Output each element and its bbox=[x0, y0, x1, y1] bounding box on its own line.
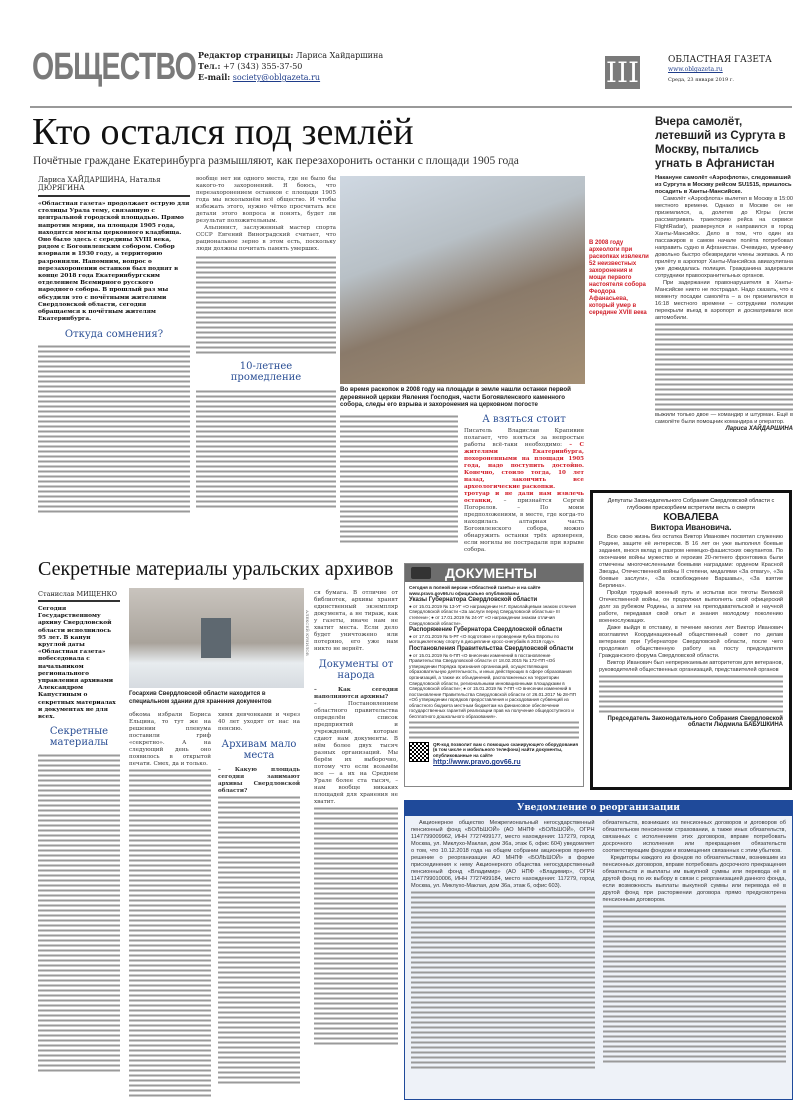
body-text: Альпинист, заслуженный мастер спорта СССР Евгений Виноградский считает, что рациональное зерно в этом есть, поскольку люди должны почитать память умерших. bbox=[196, 225, 336, 252]
body-text bbox=[409, 720, 579, 740]
notice-title: Уведомление о реорганизации bbox=[405, 801, 792, 816]
photo-caption: Во время раскопок в 2008 году на площади в земле нашли останки первой деревянной церкви Явления Господня, части Богоявленского каменного собора, следы его взрыва и захоронения на церковном погосте bbox=[340, 386, 571, 408]
door bbox=[201, 618, 231, 658]
documents-intro: Сегодня в полной версии «Областной газеты» и на сайте www.pravo.gov66.ru официально опубликованы bbox=[409, 585, 541, 596]
authors: Лариса ХАЙДАРШИНА, Наталья ДЮРЯГИНА bbox=[38, 176, 190, 197]
body-text bbox=[196, 255, 336, 355]
body-text bbox=[599, 674, 783, 714]
documents-box bbox=[404, 563, 584, 787]
email-label: E-mail: bbox=[198, 72, 231, 82]
article-subtitle: Почётные граждане Екатеринбурга размышляют, как перезахоронить останки с площади 1905 года bbox=[33, 155, 519, 167]
documents-item: ● от 15.01.2019 № 13-УГ «О награждении Н.Г. Ермолайцевым знаком отличия Свердловской области «За заслуги перед Свердловской областью» III степени»; ● от 17.01.2019 № 24-УГ «О награждении знаком отличия Свердловской области». bbox=[409, 603, 577, 626]
body-text: – Постановлением областного правительства определён список предприятий и учреждений, которые сдают нам документы. В нём более двух тысяч разных организаций. Мы берём их выборочно, потому что если возьмём все — а их на Среднем Урале более ста тысяч, – нам вообще никаких площадей для хранения не хватит. bbox=[314, 701, 398, 805]
excavation-photo bbox=[340, 176, 585, 384]
documents-item: ● от 17.01.2019 № 5-РГ «О подготовке и проведении Кубка Европы по мотоциклетному спорту в дисциплине кросс-снегубайк в 2019 году». bbox=[409, 633, 560, 645]
documents-item: ● от 15.01.2019 № 6-ПП «О внесении изменений в постановление Правительства Свердловской области от 18.02.2015 № 172-ПП «Об утверждении Порядка признания организаций, осуществляющих образовательную деятельность, и иных действующих в сфере образования организаций, а также их объединений, расположенных на территории Свердловской области, региональными инновационными площадками в Свердловской области»; ● от 15.01.2019 № 7-ПП «О внесении изменений в постановление Правительства Свердловской области от 26.01.2017 № 28-ПП «Об утверждении порядков предоставления и расходования субвенций из областного бюджета местным бюджетам на финансовое обеспечение государственных гарантий реализации прав на получение общедоступного и бесплатного дошкольного образования». bbox=[409, 652, 576, 720]
brief-title: Вчера самолёт, летевший из Сургута в Москву, пытались угнать в Афганистан bbox=[655, 116, 786, 170]
documents-heading: Постановления Правительства Свердловской области bbox=[409, 645, 574, 652]
obituary-intro: Депутаты Законодательного Собрания Свердловской области с глубоким прискорбием встретили весть о смерти bbox=[607, 498, 775, 511]
section-title: ОБЩЕСТВО bbox=[32, 46, 197, 88]
photo-credit: АЛЕКСЕЙ КУНИЛОВ bbox=[305, 610, 310, 656]
body-text bbox=[218, 795, 300, 1085]
brief-news bbox=[655, 115, 793, 432]
article-col-2 bbox=[196, 176, 336, 509]
pravo-link[interactable]: http://www.pravo.gov66.ru bbox=[433, 759, 521, 767]
editor-label: Редактор страницы: bbox=[198, 50, 294, 60]
subhead: Документы от народа bbox=[318, 659, 394, 681]
site-link[interactable]: www.oblgazeta.ru bbox=[668, 66, 723, 73]
qr-text: QR-код позволит вам с помощью сканирующего оборудования (в том числе и мобильного телефона) найти документы, опубликованные на сайте bbox=[433, 741, 579, 758]
notice-text: Акционерное общество Межрегиональный негосударственный пенсионный фонд «БОЛЬШОЙ» (АО МНПФ «БОЛЬШОЙ», ОГРН 1147799009962, ИНН 7727499177, место нахождения: 117279, город Москва, ул. Миклухо-Маклая, дом 36а, этаж 6, офис 604) уведомляет о том, что 10.12.2018 года на общем собрании акционеров принято решение о реорганизации АО МНПФ «БОЛЬШОЙ» в форме присоединения к нему Акционерного общества негосударственный пенсионный фонд «Владимир» (АО НПФ «Владимир», ОГРН 1147799010006, ИНН 7727499184, место нахождения: 117279, город Москва, ул. Миклухо-Маклая, дом 36а, этаж 6, офис 603). bbox=[411, 820, 595, 889]
qr-code[interactable] bbox=[409, 742, 429, 762]
archive-title: Секретные материалы уральских архивов bbox=[38, 558, 394, 580]
archive-col-3 bbox=[218, 712, 300, 1085]
body-text: обкома избрали Бориса Ельцина, то тут же на решении пленума поставили гриф «секретно». А на следующий день оно появилось в открытой печати. Смех, да и только. bbox=[129, 712, 211, 767]
body-text bbox=[196, 389, 336, 509]
email-link[interactable]: society@oblgazeta.ru bbox=[232, 73, 321, 82]
documents-heading: Распоряжение Губернатора Свердловской области bbox=[409, 627, 563, 634]
body-text: химя девчонками и через 40 лет уходят от нас на пенсию. bbox=[218, 712, 300, 732]
body-text bbox=[464, 491, 584, 554]
body-text bbox=[603, 904, 787, 1064]
body-text bbox=[314, 806, 398, 1046]
header-rule bbox=[30, 106, 792, 108]
briefcase-icon bbox=[411, 567, 431, 579]
editor-name: Лариса Хайдаршина bbox=[295, 51, 384, 60]
question: – Как сегодня наполняются архивы? bbox=[314, 687, 398, 700]
reorganization-notice bbox=[404, 800, 793, 1100]
body-text bbox=[464, 428, 584, 491]
body-text: ся бумага. В отличие от библиотек, архивы хранят единственный экземпляр документа, а не тираж, как у газеты, иначе нам не хватит места. Если дело будет уничтожено или потеряно, его уже нам никто не вернёт. bbox=[314, 590, 398, 652]
sidebar-fact bbox=[589, 240, 649, 317]
article-title: Кто остался под землёй bbox=[32, 111, 414, 153]
archive-col-4 bbox=[314, 590, 398, 1046]
body-text: – признаётся Сергей Погорелов. – По моим предположениям, в месте, где когда-то находилась алтарная часть Богоявленского собора, можно обнаружить останки трёх архиереев, если могилы не пострадали при взрыве собора. bbox=[464, 498, 584, 553]
subhead: Архивам мало места bbox=[221, 739, 297, 761]
lead-paragraph: «Областная газета» продолжает острую для столицы Урала тему, связанную с центральной городской площадью. Прямо напротив мэрии, на площади 1905 года, находятся могилы церковного кладбища. Оно было здесь с середины XVIII века, рядом с Богоявленским собором. Собор взорвали в 1930 году, а территорию разровняли. Напомним, вопрос о перезахоронении останков был поднят в конце 2018 года Екатеринбургским отделением Всемирного русского народного собора. В прошлый раз мы обсудили это с почётными жителями Свердловской области, сегодня обращаемся к почётным жителям Екатеринбурга. bbox=[38, 201, 190, 323]
subhead: Секретные материалы bbox=[49, 726, 109, 749]
body-text: вообще нет ни одного места, где не было бы какого-то захоронений. Я боюсь, что перезахоронением останков с площади 1905 года мы всколыхнём всё общество. И чтобы избежать этого, нужно чётко просчитать все детали этого вопроса и понять, будет ли результат положительным. bbox=[196, 176, 336, 224]
article-col-1 bbox=[38, 176, 190, 514]
editor-info bbox=[198, 50, 383, 83]
documents-title: ДОКУМЕНТЫ bbox=[445, 565, 537, 581]
body-text bbox=[38, 753, 120, 1073]
obituary-name: Виктора Ивановича. bbox=[650, 523, 732, 532]
body-text bbox=[340, 414, 458, 544]
body-text bbox=[129, 768, 211, 1098]
body-text: Писатель Владислав Крапивин полагает, что взяться за непростые работы всё-таки необходимо: bbox=[464, 428, 584, 448]
subhead: А взяться стоит bbox=[482, 414, 566, 425]
archive-lead: Сегодня Государственному архиву Свердловской области исполнилось 95 лет. В канун круглой даты «Областная газета» побеседовала с начальником регионального управления архивами Александром Капустиным о секретных материалах и документах не для всех. bbox=[38, 606, 116, 721]
phone: +7 (343) 355-37-50 bbox=[222, 62, 303, 71]
obituary-text: Виктор Иванович был непререкаемым авторитетом для ветеранов, руководителей общественных организаций, представителей органов bbox=[599, 660, 783, 673]
issue-date: Среда, 23 января 2019 г. bbox=[668, 77, 734, 83]
paper-name: ОБЛАСТНАЯ ГАЗЕТА bbox=[668, 55, 772, 65]
masthead bbox=[668, 55, 772, 85]
archive-col-1 bbox=[38, 590, 120, 1073]
body-text bbox=[655, 322, 793, 412]
archive-author: Станислав МИЩЕНКО bbox=[38, 590, 120, 602]
question: – Какую площадь сегодня занимают архивы Свердловской области? bbox=[218, 767, 300, 794]
brief-lead: Накануне самолёт «Аэрофлота», следовавший из Сургута в Москву рейсом SU1515, пришлось посадить в Ханты-Мансийске. bbox=[655, 175, 792, 195]
brief-text: выжили только двое — командир и штурман. Ещё в самолёте были помощник командира и оператор. bbox=[655, 412, 793, 425]
documents-heading: Указы Губернатора Свердловской области bbox=[409, 597, 538, 604]
sidebar-red-text: В 2008 году археологи при раскопках извлекли 52 неизвестных захоронения и мощи первого настоятеля собора Феодора Афанасьева, который умер в середине XVIII века bbox=[589, 240, 649, 316]
brief-text: Самолёт «Аэрофлота» вылетел в Москву в 15:00 местного времени. Однако в Москве он не приземлился, а, долетев до Югры (если рассматривать траекторию рейса на сервисе FlightRadar), развернулся и направился в город Ханты-Мансийск. Дело в том, что один из пассажиров в самом начале полёта потребовал направить судно в Афганистан. Очевидно, мужчину довольно быстро обезвредили члены экипажа. А по прилёту в аэропорт Ханты-Мансийска авиахулигана уже дожидалась полиция. Гражданина задержали сотрудники правоохранительных органов. bbox=[655, 196, 793, 279]
archive-building-photo bbox=[129, 588, 304, 688]
phone-label: Тел.: bbox=[198, 61, 221, 71]
obituary-box bbox=[590, 490, 792, 790]
subhead: 10-летнее промедление bbox=[230, 361, 302, 383]
obituary-text: Всю свою жизнь без остатка Виктор Иванович посвятил служению Родине, защите её интересов. В 16 лет он уже выполнял боевые задания, внося вклад в разгром немецко-фашистских оккупантов. По окончании войны мужество и героизм 20-летнего фронтовика были отмечены многочисленными боевыми наградами: орденом Красной Звезды, Отечественной войны II степени, медалями «За отвагу», «За боевые заслуги», «За освобождение Варшавы», «За взятие Берлина». bbox=[599, 534, 783, 589]
obituary-signature: Председатель Законодательного Собрания Свердловской области Людмила БАБУШКИНА bbox=[607, 716, 783, 728]
archive-photo-caption: Госархив Свердловской области находится в специальном здании для хранения документов bbox=[129, 691, 272, 705]
article-col-5-6 bbox=[464, 414, 584, 554]
obituary-text: Пройдя трудный военный путь и испытав все тяготы Великой Отечественной войны, он продолжил выполнять свой офицерский долг за рубежом Родины, а затем на преподавательской и научной работе, передавая свой опыт и знания молодому поколению военнослужащих. bbox=[599, 590, 783, 624]
subhead: Откуда сомнения? bbox=[64, 329, 164, 341]
brief-author: Лариса ХАЙДАРШИНА bbox=[725, 426, 793, 432]
page-number: III bbox=[605, 56, 640, 89]
archive-col-2 bbox=[129, 712, 211, 1098]
highlighted-quote: – С жителями Екатеринбурга, похороненными на площади 1905 года, надо поступить достойно. Конечно, стоило тогда, 10 лет назад, закончить все археологические раскопки. bbox=[464, 442, 585, 490]
obituary-surname: КОВАЛЕВА bbox=[663, 512, 719, 523]
obituary-text: Даже выйдя в отставку, в течение многих лет Виктор Иванович возглавлял Координационный общественный совет по делам ветеранов при Губернаторе Свердловской области, после чего продолжил общественную работу на посту председателя Гражданского форума Свердловской области. bbox=[599, 625, 783, 659]
documents-header bbox=[405, 564, 583, 582]
brief-text: При задержании правонарушителя в Ханты-Мансийске никто не пострадал. Надо сказать, что к моменту посадки самолёта – а он приземлился в 16:18 местного времени – сотрудники полиции перекрыли въезд в аэропорт и досматривали все автомобили. bbox=[655, 280, 793, 321]
notice-text: обязательств, возникших из пенсионных договоров и договоров об обязательном пенсионном страховании, а также иных обязательств, связанных с исполнением этих договоров, вправе потребовать досрочного исполнения или прекращения обязательств соответствующим фондом и возмещения связанных с этим убытков. bbox=[602, 820, 786, 854]
body-text bbox=[38, 344, 190, 514]
notice-text: Кредиторы каждого из фондов по обязательствам, возникшим из пенсионных договоров, вправе потребовать досрочного прекращения обязательств и выплаты им выкупной суммы или перевода её в другой фонд по их выбору в связи с реорганизацией данного фонда, если возможность выплаты выкупной суммы или перевода её в другой фонд при расторжении договора прямо предусмотрена пенсионным договором. bbox=[602, 855, 786, 903]
body-text bbox=[411, 890, 595, 1070]
highlighted-quote: тротуар и не дали нам извлечь останки, bbox=[464, 491, 584, 504]
